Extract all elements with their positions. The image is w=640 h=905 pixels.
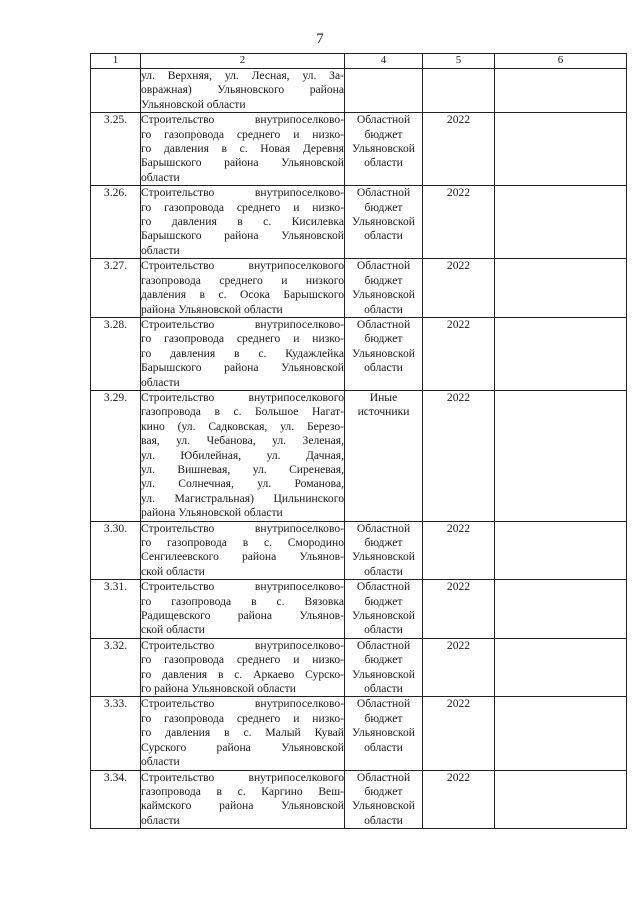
funding-source: [345, 770, 423, 829]
item-year: 2022: [423, 638, 495, 697]
funding-source-line: бюджет: [364, 273, 403, 287]
funding-source-line: Областной: [356, 317, 411, 331]
description-line: Строительство внутрипоселково-: [141, 521, 344, 535]
item-description: [141, 69, 345, 113]
table-row: [91, 697, 627, 770]
funding-source-line: Ульяновской: [352, 609, 415, 623]
description-line: Строительство внутрипоселково-: [141, 580, 344, 594]
item-note: [495, 580, 627, 639]
description-line: района Ульяновской области: [141, 506, 283, 520]
description-line: Строительство внутрипоселкового: [141, 770, 344, 784]
description-line: го района Ульяновской области: [141, 682, 296, 696]
table-body: [91, 69, 627, 829]
description-line: Барышского района Ульяновской: [141, 229, 344, 243]
item-note: [495, 638, 627, 697]
description-line: ской области: [141, 623, 205, 637]
funding-source-line: Ульяновской: [352, 346, 415, 360]
description-line: Ульяновской области: [141, 97, 246, 111]
description-line: ул. Магистральная) Цильнинского: [141, 491, 344, 505]
table-row: [91, 580, 627, 639]
column-header: 6: [495, 54, 627, 69]
funding-source-line: Ульяновской: [352, 799, 415, 813]
item-year: 2022: [423, 580, 495, 639]
table-row: [91, 186, 627, 259]
table-row: [91, 521, 627, 580]
description-line: каймского района Ульяновской: [141, 799, 344, 813]
funding-source-line: области: [364, 361, 403, 375]
item-note: [495, 770, 627, 829]
description-line: го давления в с. Кудажлейка: [141, 346, 344, 360]
item-year: 2022: [423, 697, 495, 770]
description-line: Строительство внутрипоселково-: [141, 317, 344, 331]
funding-source-line: бюджет: [364, 594, 403, 608]
funding-source: [345, 317, 423, 390]
funding-source-line: области: [364, 229, 403, 243]
item-year: 2022: [423, 186, 495, 259]
item-description: [141, 770, 345, 829]
funding-source-line: бюджет: [364, 127, 403, 141]
item-number: 3.26.: [91, 186, 141, 259]
funding-source-line: источники: [357, 405, 410, 419]
description-line: Барышского района Ульяновской: [141, 361, 344, 375]
description-line: области: [141, 755, 180, 769]
funding-source: [345, 697, 423, 770]
funding-source-line: бюджет: [364, 536, 403, 549]
description-line: Сурского района Ульяновской: [141, 740, 344, 754]
description-line: Строительство внутрипоселкового: [141, 390, 344, 404]
item-description: [141, 638, 345, 697]
funding-source-line: области: [364, 564, 403, 578]
funding-source: [345, 580, 423, 639]
funding-source: [345, 113, 423, 186]
item-number: 3.33.: [91, 697, 141, 770]
item-number: 3.27.: [91, 259, 141, 318]
description-line: вая, ул. Чебанова, ул. Зеленая,: [141, 434, 344, 448]
table-row: [91, 259, 627, 318]
funding-source-line: области: [364, 302, 403, 316]
item-description: [141, 186, 345, 259]
description-line: ул. Вишневая, ул. Сиреневая,: [141, 462, 344, 476]
item-note: [495, 186, 627, 259]
description-line: овражная) Ульяновского района: [141, 83, 344, 97]
table-row: [91, 317, 627, 390]
funding-source-line: бюджет: [364, 653, 403, 667]
funding-source-line: бюджет: [364, 200, 403, 214]
funding-source-line: Ульяновской: [352, 726, 415, 740]
description-line: го газопровода среднего и низко-: [141, 653, 344, 667]
description-line: газопровода среднего и низкого: [141, 273, 344, 287]
funding-source-line: области: [364, 740, 403, 754]
item-description: [141, 390, 345, 521]
description-line: газопровода в с. Большое Нагат-: [141, 405, 344, 419]
item-note: [495, 113, 627, 186]
column-header: 5: [423, 54, 495, 69]
column-header: 4: [345, 54, 423, 69]
description-line: го давления в с. Малый Кувай: [141, 726, 344, 740]
description-line: Строительство внутрипоселково-: [141, 113, 344, 127]
funding-source-line: бюджет: [364, 784, 403, 798]
funding-source-line: Иные: [369, 390, 398, 404]
column-header: 1: [91, 54, 141, 69]
description-line: го давления в с. Новая Деревня: [141, 142, 344, 156]
funding-source: [345, 69, 423, 113]
item-number: 3.25.: [91, 113, 141, 186]
funding-source: [345, 259, 423, 318]
description-line: го газопровода в с. Смородино: [141, 536, 344, 549]
item-note: [495, 69, 627, 113]
item-description: [141, 580, 345, 639]
funding-source-line: области: [364, 813, 403, 827]
funding-source: [345, 638, 423, 697]
table-row: [91, 113, 627, 186]
page-number: 7: [316, 31, 324, 47]
item-year: 2022: [423, 390, 495, 521]
table-row: [91, 69, 627, 113]
description-line: газопровода в с. Каргино Веш-: [141, 784, 344, 798]
description-line: области: [141, 243, 180, 257]
item-year: 2022: [423, 521, 495, 580]
funding-source: [345, 186, 423, 259]
item-number: [91, 69, 141, 113]
item-number: 3.29.: [91, 390, 141, 521]
item-note: [495, 390, 627, 521]
item-description: [141, 259, 345, 318]
description-line: Радищевского района Ульянов-: [141, 609, 344, 623]
description-line: области: [141, 375, 180, 389]
column-header: 2: [141, 54, 345, 69]
table-header-row: [91, 54, 627, 69]
description-line: Строительство внутрипоселково-: [141, 638, 344, 652]
item-year: 2022: [423, 317, 495, 390]
funding-source: [345, 390, 423, 521]
description-line: го газопровода среднего и низко-: [141, 127, 344, 141]
funding-source-line: бюджет: [364, 711, 403, 725]
table-row: [91, 390, 627, 521]
funding-source-line: Ульяновской: [352, 288, 415, 302]
item-description: [141, 697, 345, 770]
funding-source-line: Областной: [356, 770, 411, 784]
item-number: 3.31.: [91, 580, 141, 639]
item-description: [141, 317, 345, 390]
description-line: области: [141, 170, 180, 184]
description-line: Строительство внутрипоселково-: [141, 186, 344, 200]
funding-source-line: Областной: [356, 521, 411, 535]
funding-source-line: Областной: [356, 638, 411, 652]
table-row: [91, 770, 627, 829]
item-note: [495, 317, 627, 390]
description-line: давления в с. Осока Барышского: [141, 288, 344, 302]
description-line: го газопровода среднего и низко-: [141, 200, 344, 214]
table-row: [91, 638, 627, 697]
funding-source-line: Ульяновской: [352, 667, 415, 681]
description-line: Строительство внутрипоселкового: [141, 259, 344, 273]
description-line: ул. Верхняя, ул. Лесная, ул. За-: [141, 69, 344, 82]
description-line: го газопровода среднего и низко-: [141, 332, 344, 346]
program-table: [90, 53, 627, 829]
funding-source-line: Ульяновской: [352, 142, 415, 156]
funding-source-line: Ульяновской: [352, 215, 415, 229]
description-line: го газопровода среднего и низко-: [141, 711, 344, 725]
funding-source: [345, 521, 423, 580]
funding-source-line: Областной: [356, 186, 411, 200]
description-line: кино (ул. Садковская, ул. Березо-: [141, 419, 344, 433]
description-line: го газопровода в с. Вязовка: [141, 594, 344, 608]
item-number: 3.32.: [91, 638, 141, 697]
description-line: ул. Солнечная, ул. Романова,: [141, 477, 344, 491]
description-line: района Ульяновской области: [141, 302, 283, 316]
item-note: [495, 697, 627, 770]
funding-source-line: Областной: [356, 697, 411, 711]
item-number: 3.30.: [91, 521, 141, 580]
description-line: го давления в с. Аркаево Сурско-: [141, 667, 344, 681]
item-year: 2022: [423, 259, 495, 318]
description-line: области: [141, 813, 180, 827]
item-note: [495, 521, 627, 580]
funding-source-line: Областной: [356, 259, 411, 273]
item-description: [141, 521, 345, 580]
funding-source-line: Ульяновской: [352, 550, 415, 564]
description-line: Строительство внутрипоселково-: [141, 697, 344, 711]
description-line: Сенгилеевского района Ульянов-: [141, 550, 344, 564]
description-line: го давления в с. Кисилевка: [141, 215, 344, 229]
funding-source-line: Областной: [356, 580, 411, 594]
description-line: ской области: [141, 564, 205, 578]
description-line: ул. Юбилейная, ул. Дачная,: [141, 448, 344, 462]
funding-source-line: Областной: [356, 113, 411, 127]
item-number: 3.34.: [91, 770, 141, 829]
item-description: [141, 113, 345, 186]
item-year: 2022: [423, 113, 495, 186]
funding-source-line: области: [364, 682, 403, 696]
funding-source-line: области: [364, 623, 403, 637]
item-year: 2022: [423, 770, 495, 829]
funding-source-line: бюджет: [364, 332, 403, 346]
item-number: 3.28.: [91, 317, 141, 390]
item-year: [423, 69, 495, 113]
item-note: [495, 259, 627, 318]
description-line: Барышского района Ульяновской: [141, 156, 344, 170]
funding-source-line: области: [364, 156, 403, 170]
